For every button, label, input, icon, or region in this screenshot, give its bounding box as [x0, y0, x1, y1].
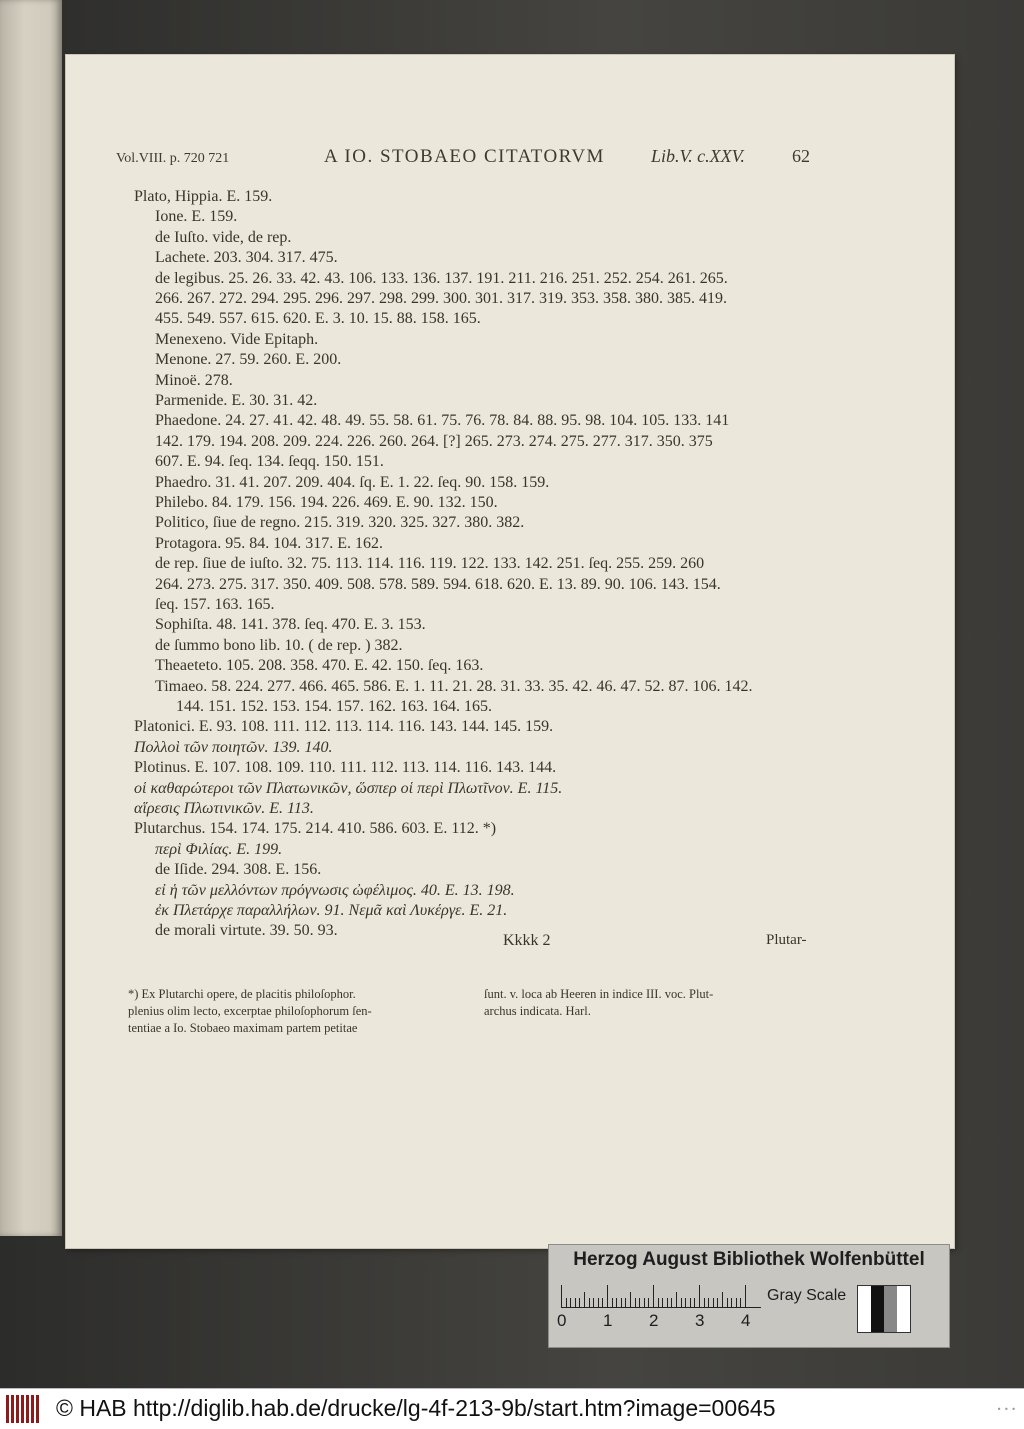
ruler-tick [579, 1298, 580, 1307]
index-entry: Politico, ſiue de regno. 215. 319. 320. 325. 327. 380. 382. [155, 514, 525, 531]
index-entry: Menexeno. Vide Epitaph. [155, 331, 319, 348]
index-entry: 607. E. 94. ſeq. 134. ſeqq. 150. 151. [155, 453, 384, 470]
footnote-line: tentiae a Io. Stobaeo maximam partem petitae [128, 1021, 358, 1035]
ruler-number: 2 [649, 1311, 659, 1330]
volume-reference: Vol.VIII. p. 720 721 [116, 151, 230, 166]
index-entry: Timaeo. 58. 224. 277. 466. 465. 586. E. 1. 11. 21. 28. 31. 33. 35. 42. 46. 47. 52. 87. 106. 142. [155, 678, 753, 695]
index-entry: Protagora. 95. 84. 104. 317. E. 162. [155, 535, 383, 552]
ruler-tick [667, 1298, 668, 1307]
ruler-tick [612, 1298, 613, 1307]
ruler-tick [727, 1298, 728, 1307]
footnote-line: *) Ex Plutarchi opere, de placitis philoſophor. [128, 987, 356, 1001]
index-entry: de Iſide. 294. 308. E. 156. [155, 861, 322, 878]
ruler-tick [575, 1298, 576, 1307]
ruler-tick [625, 1298, 626, 1307]
footnote-column-1 [128, 986, 470, 1037]
index-entry: 142. 179. 194. 208. 209. 224. 226. 260. 264. [?] 265. 273. 274. 275. 277. 317. 350. 375 [155, 433, 713, 450]
ruler-tick [736, 1298, 737, 1307]
footer-bar [0, 1388, 1024, 1429]
index-entry: Plutarchus. 154. 174. 175. 214. 410. 586. 603. E. 112. *) [134, 820, 497, 837]
ruler-tick [676, 1292, 677, 1307]
ruler-tick [570, 1298, 571, 1307]
gray-scale-swatch [857, 1285, 911, 1333]
index-entry: Parmenide. E. 30. 31. 42. [155, 392, 318, 409]
index-entry: ἐκ Πλετάρχε παραλλήλων. 91. Νεμᾶ καὶ Λυκέργε. E. 21. [155, 902, 508, 919]
index-entry: de morali virtute. 39. 50. 93. [155, 922, 338, 939]
hab-logo-icon [6, 1394, 42, 1424]
footnote [128, 986, 818, 1048]
ruler-number: 0 [557, 1311, 567, 1330]
ruler-tick [589, 1298, 590, 1307]
ruler-tick [602, 1298, 603, 1307]
ruler-tick [598, 1298, 599, 1307]
ruler-number: 3 [695, 1311, 705, 1330]
index-entry: 266. 267. 272. 294. 295. 296. 297. 298. 299. 300. 301. 317. 319. 353. 358. 380. 385. 419. [155, 290, 727, 307]
index-entry: Plotinus. E. 107. 108. 109. 110. 111. 112. 113. 114. 116. 143. 144. [134, 759, 557, 776]
ruler-tick [616, 1298, 617, 1307]
ruler-tick [685, 1298, 686, 1307]
index-entry: de rep. ſiue de iuſto. 32. 75. 113. 114. 116. 119. 122. 133. 142. 251. ſeq. 255. 259. 260 [155, 555, 705, 572]
gray-scale-label: Gray Scale [767, 1287, 847, 1304]
footnote-line: archus indicata. Harl. [484, 1004, 591, 1018]
index-entry: 264. 273. 275. 317. 350. 409. 508. 578. 589. 594. 618. 620. E. 13. 89. 90. 106. 143. 154. [155, 576, 721, 593]
ruler-tick [662, 1298, 663, 1307]
ruler-tick [639, 1298, 640, 1307]
footnote-line: plenius olim lecto, excerptae philoſophorum ſen- [128, 1004, 372, 1018]
footnote-column-2 [484, 986, 818, 1020]
ruler-tick [699, 1285, 700, 1307]
index-entry: Πολλοὶ τῶν ποιητῶν. 139. 140. [134, 739, 333, 756]
page-number: 62 [792, 146, 810, 166]
ruler-tick [566, 1298, 567, 1307]
ruler-tick [658, 1298, 659, 1307]
index-entry: Phaedro. 31. 41. 207. 209. 404. ſq. E. 1. 22. ſeq. 90. 158. 159. [155, 474, 550, 491]
ruler-tick [722, 1292, 723, 1307]
ruler-scale [561, 1283, 761, 1308]
index-entry: Minoë. 278. [155, 372, 233, 389]
signature-line [0, 932, 1024, 956]
ruler-tick [593, 1298, 594, 1307]
index-entry: αἵρεσις Πλωτινικῶν. E. 113. [134, 800, 314, 817]
index-entry: de ſummo bono lib. 10. ( de rep. ) 382. [155, 637, 403, 654]
index-entry: οἱ καθαρώτεροι τῶν Πλατωνικῶν, ὥσπερ οἱ περὶ Πλωτῖνον. E. 115. [134, 780, 563, 797]
label-title: Herzog August Bibliothek Wolfenbüttel [573, 1249, 925, 1270]
ruler-tick [694, 1298, 695, 1307]
ruler-tick [713, 1298, 714, 1307]
ruler-tick [681, 1298, 682, 1307]
source-url[interactable]: © HAB http://diglib.hab.de/drucke/lg-4f-213-9b/start.htm?image=00645 [56, 1395, 776, 1421]
ruler-tick [704, 1298, 705, 1307]
ruler-tick [630, 1292, 631, 1307]
index-entry: 144. 151. 152. 153. 154. 157. 162. 163. 164. 165. [176, 698, 492, 715]
ruler-tick [740, 1298, 741, 1307]
ruler-tick [635, 1298, 636, 1307]
hab-color-reference-label [548, 1244, 950, 1348]
index-entry: Philebo. 84. 179. 156. 194. 226. 469. E. 90. 132. 150. [155, 494, 498, 511]
index-entry: Theaeteto. 105. 208. 358. 470. E. 42. 150. ſeq. 163. [155, 657, 484, 674]
index-entry: 455. 549. 557. 615. 620. E. 3. 10. 15. 88. 158. 165. [155, 310, 481, 327]
ruler-tick [690, 1298, 691, 1307]
ruler-tick [717, 1298, 718, 1307]
index-entry: Platonici. E. 93. 108. 111. 112. 113. 114. 116. 143. 144. 145. 159. [134, 718, 554, 735]
index-entry: Sophiſta. 48. 141. 378. ſeq. 470. E. 3. 153. [155, 616, 426, 633]
running-title: A IO. STOBAEO CITATORVM [324, 146, 605, 167]
ruler-tick [708, 1298, 709, 1307]
ruler-tick [621, 1298, 622, 1307]
ruler-tick [561, 1285, 562, 1307]
ruler-tick [607, 1285, 608, 1307]
ruler-number: 4 [741, 1311, 751, 1330]
index-entry: Menone. 27. 59. 260. E. 200. [155, 351, 342, 368]
catchword: Plutar- [766, 932, 807, 948]
index-entry: de legibus. 25. 26. 33. 42. 43. 106. 133. 136. 137. 191. 211. 216. 251. 252. 254. 261. 265. [155, 270, 728, 287]
index-entry: Phaedone. 24. 27. 41. 42. 48. 49. 55. 58. 61. 75. 76. 78. 84. 88. 95. 98. 104. 105. 133. 141 [155, 412, 730, 429]
ruler-tick [653, 1285, 654, 1307]
book-chapter-reference: Lib.V. c.XXV. [651, 146, 745, 166]
ruler-number: 1 [603, 1311, 613, 1330]
ruler-tick [671, 1298, 672, 1307]
index-entry: Ione. E. 159. [155, 208, 238, 225]
ruler-tick [731, 1298, 732, 1307]
footnote-line: ſunt. v. loca ab Heeren in indice III. voc. Plut- [484, 987, 714, 1001]
ruler-tick [648, 1298, 649, 1307]
index-entry: εἰ ἡ τῶν μελλόντων πρόγνωσις ὠφέλιμος. 40. E. 13. 198. [155, 882, 515, 899]
index-entry: περὶ Φιλίας. E. 199. [155, 841, 283, 858]
index-entry: Lachete. 203. 304. 317. 475. [155, 249, 338, 266]
index-entry: de Iuſto. vide, de rep. [155, 229, 292, 246]
dots-icon: • • • [996, 1405, 1016, 1414]
ruler-tick [745, 1285, 746, 1307]
index-entry: ſeq. 157. 163. 165. [155, 596, 275, 613]
index-entry: Plato, Hippia. E. 159. [134, 188, 273, 205]
ruler-tick [584, 1292, 585, 1307]
ruler-numbers [557, 1311, 761, 1331]
signature-mark: Kkkk 2 [503, 932, 551, 949]
ruler-tick [644, 1298, 645, 1307]
